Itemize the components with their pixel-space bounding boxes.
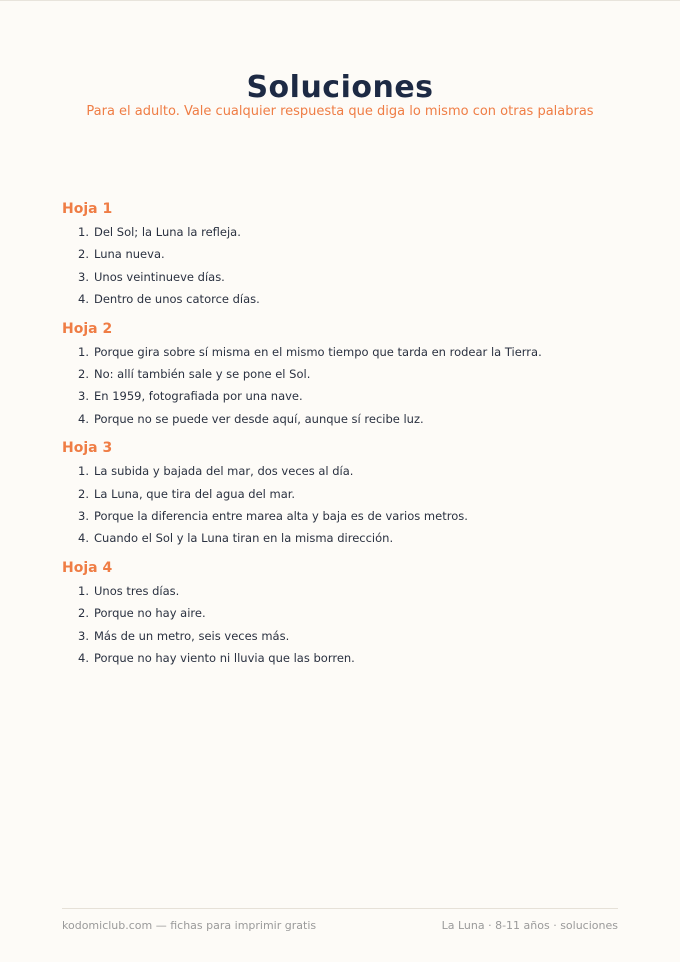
answer-number: 3.	[78, 509, 89, 524]
footer-site-text: kodomiclub.com — fichas para imprimir gratis	[62, 919, 317, 932]
answer-item	[62, 288, 642, 310]
answer-text: Porque gira sobre sí misma en el mismo tiempo que tarda en rodear la Tierra.	[94, 344, 542, 359]
answer-item	[62, 580, 642, 602]
answer-number: 1.	[78, 225, 89, 239]
answer-item	[62, 460, 642, 482]
top-edge-divider	[0, 0, 680, 1]
answer-text: La Luna, que tira del agua del mar.	[94, 486, 296, 501]
answer-text: No: allí también sale y se pone el Sol.	[94, 367, 311, 382]
answer-item	[62, 483, 642, 505]
answer-item	[62, 243, 642, 265]
answer-number: 3.	[78, 269, 89, 284]
answer-text: Del Sol; la Luna la refleja.	[94, 225, 241, 239]
answer-number: 3.	[78, 389, 89, 404]
answer-item	[62, 408, 642, 430]
answer-item	[62, 602, 642, 624]
answer-text: Unos veintinueve días.	[94, 269, 225, 284]
answer-number: 2.	[78, 486, 89, 501]
section-hoja-3	[62, 439, 642, 550]
answer-number: 4.	[78, 292, 89, 307]
answer-item	[62, 625, 642, 647]
section-hoja-2	[62, 320, 642, 431]
answer-text: Porque no hay viento ni lluvia que las borren.	[94, 651, 355, 666]
section-title: Hoja 1	[62, 201, 113, 217]
answer-number: 2.	[78, 367, 89, 382]
answer-text: Unos tres días.	[94, 583, 180, 598]
page-title: Soluciones	[246, 70, 434, 106]
answer-item	[62, 221, 642, 243]
answer-text: Porque la diferencia entre marea alta y baja es de varios metros.	[94, 509, 468, 524]
answer-item	[62, 341, 642, 363]
answer-number: 3.	[78, 628, 89, 643]
answer-number: 4.	[78, 531, 89, 546]
answer-text: En 1959, fotografiada por una nave.	[94, 389, 303, 404]
page-subtitle: Para el adulto. Vale cualquier respuesta que diga lo mismo con otras palabras	[86, 104, 594, 119]
answer-list	[62, 341, 642, 431]
answer-text: Dentro de unos catorce días.	[94, 292, 260, 307]
answer-text: Más de un metro, seis veces más.	[94, 628, 290, 643]
section-title: Hoja 3	[62, 440, 113, 457]
answer-list	[62, 460, 642, 550]
answer-item	[62, 527, 642, 549]
answer-item	[62, 266, 642, 288]
answer-item	[62, 505, 642, 527]
answer-number: 1.	[78, 583, 89, 598]
answer-number: 2.	[78, 606, 89, 621]
answer-item	[62, 385, 642, 407]
answer-text: Porque no se puede ver desde aquí, aunque sí recibe luz.	[94, 411, 424, 426]
section-title: Hoja 2	[62, 320, 113, 337]
answer-text: Luna nueva.	[94, 247, 165, 262]
footer-divider	[62, 908, 618, 909]
answer-item	[62, 363, 642, 385]
answer-item	[62, 647, 642, 669]
answer-number: 4.	[78, 411, 89, 426]
answer-number: 1.	[78, 464, 89, 479]
answer-list	[62, 580, 642, 670]
section-title: Hoja 4	[62, 559, 113, 576]
answer-number: 4.	[78, 651, 89, 666]
answer-text: La subida y bajada del mar, dos veces al día.	[94, 464, 354, 479]
footer-sheet-info: La Luna · 8-11 años · soluciones	[441, 919, 618, 932]
answer-number: 2.	[78, 247, 89, 262]
solutions-content	[62, 200, 642, 679]
section-hoja-4	[62, 559, 642, 670]
section-hoja-1	[62, 200, 642, 311]
answer-text: Porque no hay aire.	[94, 606, 206, 621]
answer-text: Cuando el Sol y la Luna tiran en la misma dirección.	[94, 531, 394, 546]
answer-list	[62, 221, 642, 311]
answer-number: 1.	[78, 344, 89, 359]
